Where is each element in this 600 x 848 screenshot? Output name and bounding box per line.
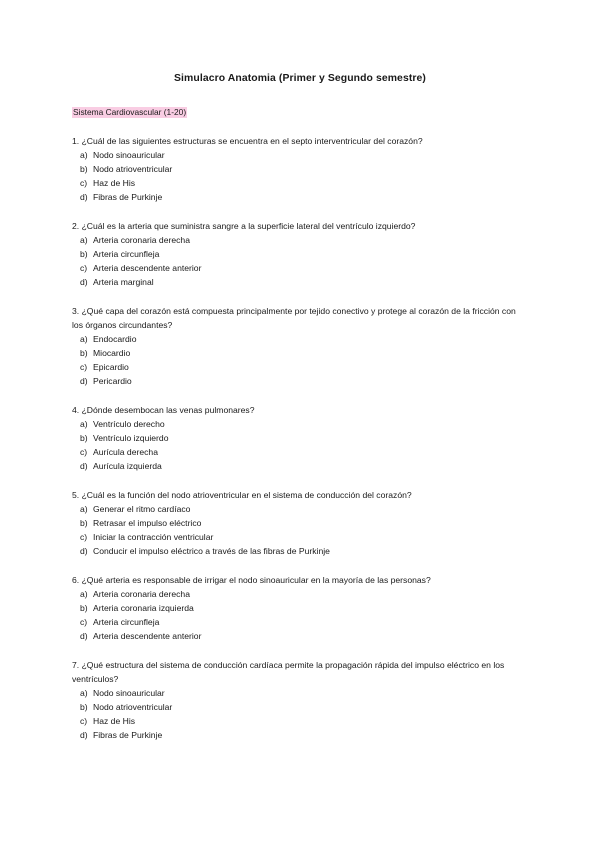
option-text: Arteria coronaria derecha <box>93 589 190 599</box>
question-text <box>72 134 528 148</box>
option-text: Aurícula izquierda <box>93 461 162 471</box>
answer-options <box>72 502 528 558</box>
option-text: Fibras de Purkinje <box>93 730 163 740</box>
question-1 <box>72 134 528 204</box>
question-number: 5. <box>72 490 80 500</box>
option-letter: b) <box>80 164 88 174</box>
option-text: Arteria descendente anterior <box>93 263 202 273</box>
answer-option-b <box>72 601 528 615</box>
question-number: 1. <box>72 136 80 146</box>
question-5 <box>72 488 528 558</box>
answer-options <box>72 587 528 643</box>
question-number: 2. <box>72 221 80 231</box>
option-letter: a) <box>80 589 88 599</box>
option-text: Ventrículo derecho <box>93 419 165 429</box>
answer-options <box>72 332 528 388</box>
answer-option-a <box>72 502 528 516</box>
option-letter: a) <box>80 150 88 160</box>
option-letter: b) <box>80 348 88 358</box>
question-3 <box>72 304 528 388</box>
question-number: 3. <box>72 306 80 316</box>
answer-option-b <box>72 516 528 530</box>
answer-option-c <box>72 714 528 728</box>
answer-option-d <box>72 190 528 204</box>
answer-option-a <box>72 417 528 431</box>
answer-option-a <box>72 686 528 700</box>
option-letter: d) <box>80 461 88 471</box>
question-number: 7. <box>72 660 80 670</box>
option-letter: b) <box>80 518 88 528</box>
question-2 <box>72 219 528 289</box>
answer-options <box>72 233 528 289</box>
option-text: Haz de His <box>93 716 136 726</box>
answer-option-b <box>72 700 528 714</box>
question-text <box>72 573 528 587</box>
answer-option-d <box>72 374 528 388</box>
answer-option-a <box>72 148 528 162</box>
answer-options <box>72 148 528 204</box>
option-text: Miocardio <box>93 348 131 358</box>
option-text: Ventrículo izquierdo <box>93 433 169 443</box>
option-letter: d) <box>80 631 88 641</box>
question-text <box>72 219 528 233</box>
option-text: Arteria descendente anterior <box>93 631 202 641</box>
option-text: Retrasar el impulso eléctrico <box>93 518 202 528</box>
option-letter: b) <box>80 702 88 712</box>
question-prompt: ¿Cuál es la función del nodo atrioventricular en el sistema de conducción del corazón? <box>81 490 412 500</box>
option-text: Pericardio <box>93 376 132 386</box>
section-heading-highlighted: Sistema Cardiovascular (1-20) <box>73 107 187 117</box>
option-text: Nodo sinoauricular <box>93 688 165 698</box>
answer-option-a <box>72 233 528 247</box>
answer-option-b <box>72 247 528 261</box>
option-letter: b) <box>80 433 88 443</box>
answer-option-a <box>72 332 528 346</box>
question-prompt: ¿Qué arteria es responsable de irrigar el nodo sinoauricular en la mayoría de las personas? <box>81 575 431 585</box>
option-text: Epicardio <box>93 362 129 372</box>
option-text: Generar el ritmo cardíaco <box>93 504 191 514</box>
option-letter: c) <box>80 716 88 726</box>
question-6 <box>72 573 528 643</box>
document-title: Simulacro Anatomia (Primer y Segundo semestre) <box>174 73 426 84</box>
answer-option-c <box>72 445 528 459</box>
option-text: Aurícula derecha <box>93 447 158 457</box>
option-text: Arteria marginal <box>93 277 154 287</box>
option-letter: c) <box>80 362 88 372</box>
answer-options <box>72 686 528 742</box>
option-text: Conducir el impulso eléctrico a través de las fibras de Purkinje <box>93 546 330 556</box>
question-text <box>72 304 528 332</box>
option-text: Iniciar la contracción ventricular <box>93 532 214 542</box>
answer-option-b <box>72 431 528 445</box>
question-text <box>72 488 528 502</box>
option-text: Arteria circunfleja <box>93 617 160 627</box>
question-number: 4. <box>72 405 80 415</box>
option-letter: a) <box>80 235 88 245</box>
answer-option-b <box>72 162 528 176</box>
option-letter: b) <box>80 249 88 259</box>
question-prompt: ¿Qué estructura del sistema de conducción cardíaca permite la propagación rápida del impulso eléctrico en los ventrículos? <box>72 660 505 684</box>
option-letter: b) <box>80 603 88 613</box>
answer-options <box>72 417 528 473</box>
option-letter: a) <box>80 419 88 429</box>
answer-option-a <box>72 587 528 601</box>
option-letter: d) <box>80 192 88 202</box>
question-prompt: ¿Dónde desembocan las venas pulmonares? <box>81 405 255 415</box>
option-text: Endocardio <box>93 334 137 344</box>
option-text: Arteria coronaria derecha <box>93 235 190 245</box>
question-text <box>72 403 528 417</box>
question-text <box>72 658 528 686</box>
option-letter: a) <box>80 688 88 698</box>
option-letter: c) <box>80 532 88 542</box>
option-text: Arteria coronaria izquierda <box>93 603 194 613</box>
answer-option-c <box>72 615 528 629</box>
answer-option-c <box>72 176 528 190</box>
question-4 <box>72 403 528 473</box>
answer-option-b <box>72 346 528 360</box>
option-letter: d) <box>80 730 88 740</box>
option-letter: c) <box>80 617 88 627</box>
question-7 <box>72 658 528 742</box>
answer-option-d <box>72 275 528 289</box>
option-letter: d) <box>80 277 88 287</box>
answer-option-d <box>72 544 528 558</box>
option-letter: d) <box>80 376 88 386</box>
question-prompt: ¿Qué capa del corazón está compuesta principalmente por tejido conectivo y protege al corazón de la fricción con los órganos circundantes? <box>72 306 516 330</box>
option-letter: d) <box>80 546 88 556</box>
option-letter: a) <box>80 504 88 514</box>
answer-option-c <box>72 530 528 544</box>
answer-option-d <box>72 459 528 473</box>
option-text: Fibras de Purkinje <box>93 192 163 202</box>
option-text: Nodo sinoauricular <box>93 150 165 160</box>
question-prompt: ¿Cuál es la arteria que suministra sangre a la superficie lateral del ventrículo izquierdo? <box>81 221 416 231</box>
option-letter: a) <box>80 334 88 344</box>
option-text: Haz de His <box>93 178 136 188</box>
question-prompt: ¿Cuál de las siguientes estructuras se encuentra en el septo interventricular del corazón? <box>81 136 423 146</box>
option-text: Nodo atrioventricular <box>93 164 173 174</box>
option-letter: c) <box>80 263 88 273</box>
option-text: Arteria circunfleja <box>93 249 160 259</box>
question-number: 6. <box>72 575 80 585</box>
option-letter: c) <box>80 447 88 457</box>
answer-option-c <box>72 261 528 275</box>
answer-option-d <box>72 728 528 742</box>
option-letter: c) <box>80 178 88 188</box>
option-text: Nodo atrioventricular <box>93 702 173 712</box>
answer-option-d <box>72 629 528 643</box>
answer-option-c <box>72 360 528 374</box>
